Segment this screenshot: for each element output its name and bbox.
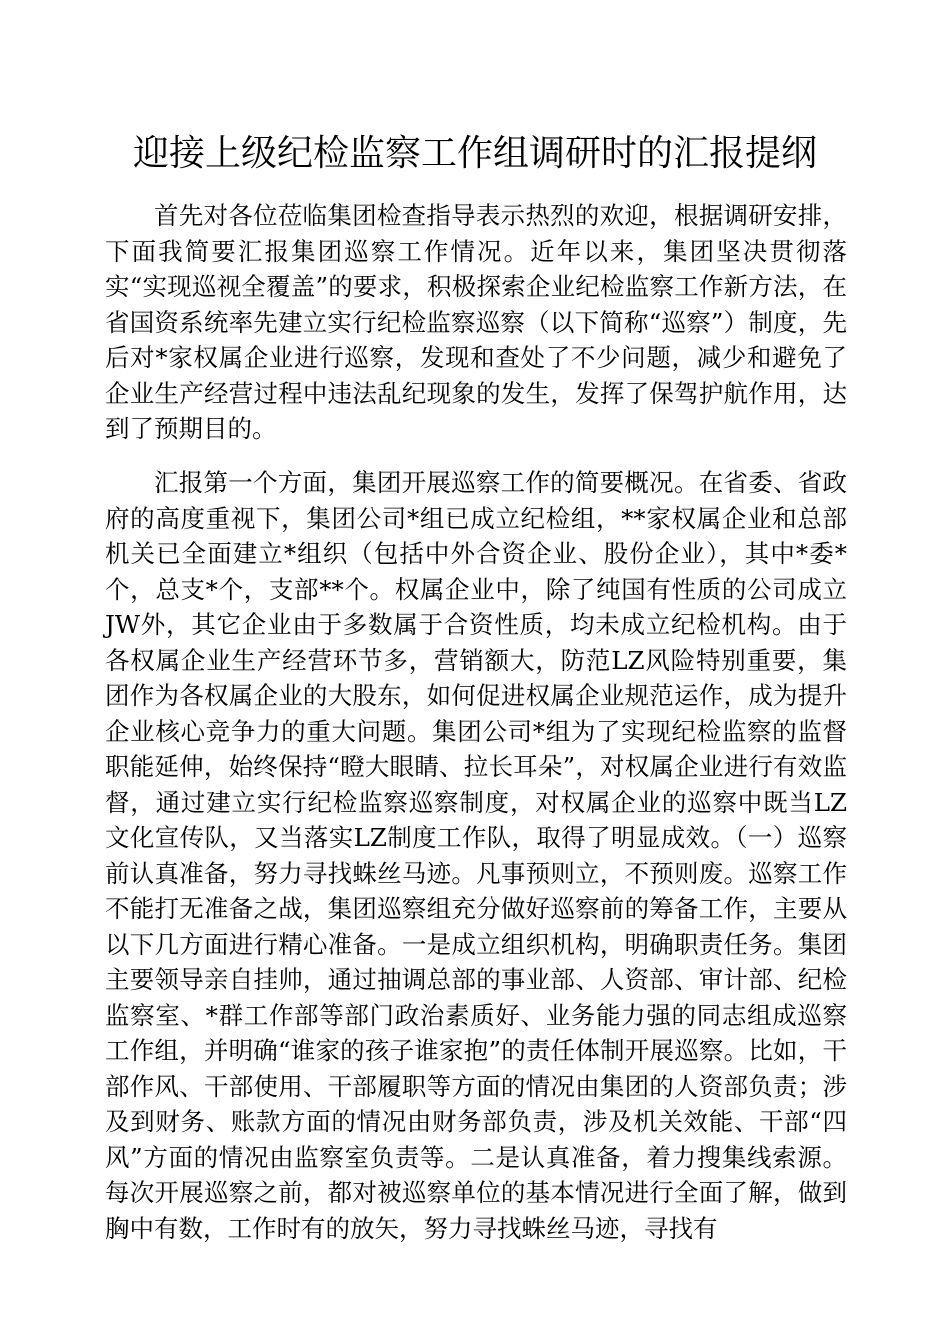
paragraph-intro: 首先对各位莅临集团检查指导表示热烈的欢迎，根据调研安排，下面我简要汇报集团巡察工作情况。近年以来，集团坚决贯彻落实“实现巡视全覆盖”的要求，积极探索企业纪检监察工作新方法，在省国资系统率先建立实行纪检监察巡察（以下简称“巡察”）制度，先后对*家权属企业进行巡察，发现和查处了不少问题，减少和避免了企业生产经营过程中违法乱纪现象的发生，发挥了保驾护航作用，达到了预期目的。 (105, 201, 847, 443)
document-title: 迎接上级纪检监察工作组调研时的汇报提纲 (132, 133, 817, 174)
paragraph-overview: 汇报第一个方面，集团开展巡察工作的简要概况。在省委、省政府的高度重视下，集团公司*组已成立纪检组，**家权属企业和总部机关已全面建立*组织（包括中外合资企业、股份企业），其中*委*个，总支*个，支部**个。权属企业中，除了纯国有性质的公司成立JW外，其它企业由于多数属于合资性质，均未成立纪检机构。由于各权属企业生产经营环节多，营销额大，防范LZ风险特别重要，集团作为各权属企业的大股东，如何促进权属企业规范运作，成为提升企业核心竞争力的重大问题。集团公司*组为了实现纪检监察的监督职能延伸，始终保持“瞪大眼睛、拉长耳朵”，对权属企业进行有效监督，通过建立实行纪检监察巡察制度，对权属企业的巡察中既当LZ文化宣传队，又当落实LZ制度工作队，取得了明显成效。（一）巡察前认真准备，努力寻找蛛丝马迹。凡事预则立，不预则废。巡察工作不能打无准备之战，集团巡察组充分做好巡察前的筹备工作，主要从以下几方面进行精心准备。一是成立组织机构，明确职责任务。集团主要领导亲自挂帅，通过抽调总部的事业部、人资部、审计部、纪检监察室、*群工作部等部门政治素质好、业务能力强的同志组成巡察工作组，并明确“谁家的孩子谁家抱”的责任体制开展巡察。比如，干部作风、干部使用、干部履职等方面的情况由集团的人资部负责；涉及到财务、账款方面的情况由财务部负责，涉及机关效能、干部“四风”方面的情况由监察室负责等。二是认真准备，着力搜集线索源。每次开展巡察之前，都对被巡察单位的基本情况进行全面了解，做到胸中有数，工作时有的放矢，努力寻找蛛丝马迹，寻找有 (105, 468, 847, 1243)
